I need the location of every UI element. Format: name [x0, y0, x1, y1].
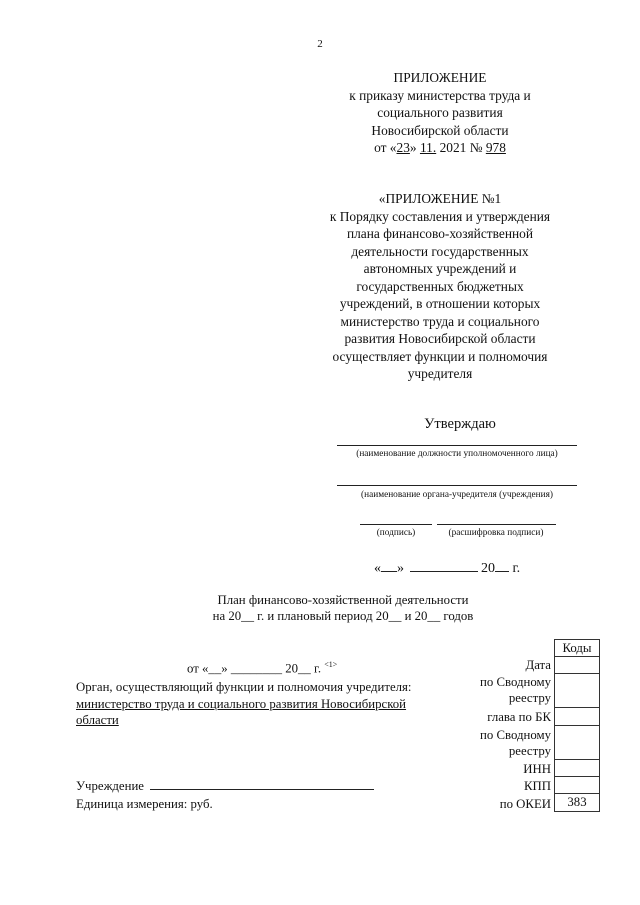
founder-organ-label: Орган, осуществляющий функции и полномочия учредителя:: [76, 680, 412, 694]
founder-organ-value: министерство труда и социального развития Новосибирской: [76, 696, 407, 711]
signature-caption: (подпись): [376, 528, 416, 538]
codes-inn-label: ИНН: [523, 762, 551, 776]
order-month: 11.: [419, 140, 437, 155]
decode-line: [437, 524, 556, 525]
plan-period: на 20__ г. и плановый период 20__ и 20__ годов: [212, 609, 474, 623]
decode-caption: (расшифровка подписи): [448, 528, 544, 538]
codes-date-label: Дата: [525, 658, 551, 672]
codes-registry-label-2a: по Сводному: [480, 728, 551, 742]
order-year: 2021 №: [439, 140, 483, 155]
procedure-line: государственных бюджетных: [356, 278, 524, 294]
unit-label: Единица измерения: руб.: [76, 797, 213, 811]
position-signature-line: [337, 445, 577, 446]
attachment-line: к приказу министерства труда и: [349, 87, 531, 103]
page-number: 2: [317, 38, 323, 50]
codes-okei-label: по ОКЕИ: [499, 797, 551, 811]
procedure-line: осуществляет функции и полномочия: [332, 348, 548, 364]
procedure-line: министерство труда и социального: [340, 313, 540, 329]
attachment-line: Новосибирской области: [371, 122, 509, 138]
approval-date-open: «: [374, 561, 381, 576]
order-date-prefix: от «: [374, 140, 397, 155]
approval-year-blank: [495, 571, 509, 572]
attachment-line: социального развития: [377, 105, 503, 120]
organ-signature-line: [337, 485, 577, 486]
order-date-mid: »: [409, 140, 417, 155]
codes-header: Коды: [555, 640, 600, 657]
codes-registry-label-1a: по Сводному: [480, 675, 551, 689]
approval-title: Утверждаю: [424, 416, 496, 432]
approval-date: [374, 561, 574, 577]
signature-line: [360, 524, 432, 525]
attachment-header: [310, 69, 570, 157]
codes-registry-label-1b: реестру: [508, 691, 551, 705]
code-cell-registry-2: [555, 726, 600, 760]
founder-organ-value-cont: области: [76, 713, 119, 727]
plan-title: План финансово-хозяйственной деятельности: [217, 593, 469, 607]
order-number: 978: [485, 140, 506, 155]
procedure-line: плана финансово-хозяйственной: [346, 226, 534, 241]
code-cell-date: [555, 657, 600, 674]
codes-bk-label: глава по БК: [487, 710, 551, 724]
procedure-attachment: [310, 190, 570, 383]
plan-date-line: [187, 657, 447, 677]
position-caption: (наименование должности уполномоченного лица): [356, 449, 558, 459]
plan-date-note: <1>: [324, 660, 338, 669]
approval-year-suffix: г.: [512, 561, 521, 576]
procedure-line: учреждений, в отношении которых: [339, 296, 541, 311]
approval-day-blank: [381, 571, 397, 572]
plan-date-prefix: от «__»: [187, 661, 228, 676]
procedure-line: «ПРИЛОЖЕНИЕ №1: [378, 191, 502, 206]
approval-year-prefix: 20: [481, 561, 495, 576]
approval-month-blank: [410, 571, 478, 572]
procedure-line: деятельности государственных: [351, 243, 529, 259]
code-cell-inn: [555, 760, 600, 777]
code-cell-kpp: [555, 777, 600, 794]
code-cell-registry: [555, 674, 600, 708]
organ-caption: (наименование органа-учредителя (учреждения): [361, 490, 553, 500]
procedure-line: автономных учреждений и: [363, 261, 517, 276]
codes-registry-label-2b: реестру: [508, 744, 551, 758]
order-date-line: [310, 139, 570, 157]
procedure-line: развития Новосибирской области: [344, 331, 536, 346]
order-day: 23: [396, 140, 410, 155]
code-cell-okei: 383: [555, 794, 600, 812]
procedure-line: учредителя: [407, 366, 473, 381]
codes-kpp-label: КПП: [523, 779, 551, 793]
institution-label: Учреждение: [76, 779, 144, 793]
attachment-title: ПРИЛОЖЕНИЕ: [393, 70, 487, 85]
institution-row: [76, 778, 376, 795]
code-cell-bk: [555, 708, 600, 726]
codes-table: [554, 639, 600, 812]
institution-blank: [150, 789, 374, 790]
plan-date-mid: ________ 20__ г.: [230, 661, 322, 676]
approval-date-close: »: [397, 561, 404, 576]
procedure-line: к Порядку составления и утверждения: [329, 208, 551, 224]
founder-organ: [76, 679, 456, 729]
